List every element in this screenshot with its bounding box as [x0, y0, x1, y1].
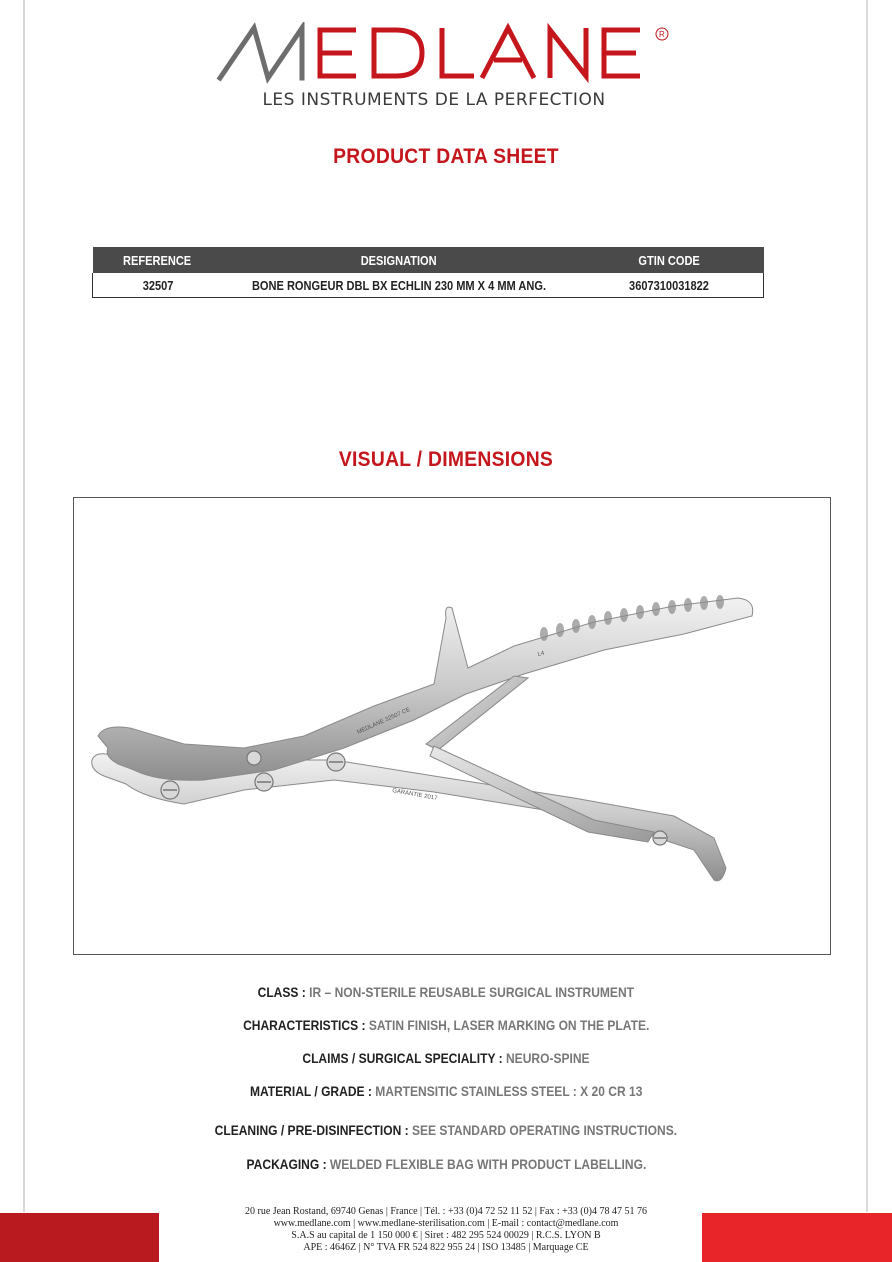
- footer-contact-info: [0, 1206, 892, 1254]
- brand-tagline: LES INSTRUMENTS DE LA PERFECTION: [262, 90, 606, 110]
- column-header-designation: DESIGNATION: [222, 247, 575, 273]
- product-data-sheet-title: PRODUCT DATA SHEET: [333, 145, 559, 168]
- cell-gtin: 3607310031822: [576, 273, 764, 298]
- bone-rongeur-image: [74, 498, 830, 954]
- footer-web: www.medlane.com | www.medlane-sterilisation.com | E-mail : contact@medlane.com: [273, 1218, 619, 1229]
- product-image-frame: [73, 497, 831, 955]
- table-row: [93, 273, 764, 298]
- reference-table: [92, 247, 764, 298]
- spec-material: MATERIAL / GRADE : MARTENSITIC STAINLESS STEEL : X 20 CR 13: [249, 1083, 643, 1099]
- spec-characteristics: CHARACTERISTICS : SATIN FINISH, LASER MARKING ON THE PLATE.: [242, 1017, 650, 1033]
- spec-packaging: PACKAGING : WELDED FLEXIBLE BAG WITH PRODUCT LABELLING.: [246, 1156, 646, 1172]
- guarantee-marking-text: GARANTIE 2017: [391, 788, 438, 802]
- spec-cleaning: CLEANING / PRE-DISINFECTION : SEE STANDARD OPERATING INSTRUCTIONS.: [214, 1122, 678, 1138]
- spec-claims: CLAIMS / SURGICAL SPECIALITY : NEURO-SPINE: [302, 1050, 590, 1066]
- svg-text:R: R: [659, 30, 665, 39]
- table-header-row: [93, 247, 764, 273]
- column-header-gtin: GTIN CODE: [576, 247, 764, 273]
- spec-class: CLASS : IR – NON-STERILE REUSABLE SURGICAL INSTRUMENT: [257, 984, 635, 1000]
- tip-marking-text: L4: [537, 650, 545, 658]
- medlane-logo: [0, 22, 892, 84]
- footer-address: 20 rue Jean Rostand, 69740 Genas | France | Tél. : +33 (0)4 72 52 11 52 | Fax : +33 (0)4 78 47 51 76: [245, 1206, 647, 1217]
- cell-designation: BONE RONGEUR DBL BX ECHLIN 230 MM X 4 MM ANG.: [222, 273, 575, 298]
- laser-marking-text: MEDLANE 32507 CE: [356, 707, 412, 736]
- footer-company: S.A.S au capital de 1 150 000 € | Siret : 482 295 524 00029 | R.C.S. LYON B: [291, 1230, 601, 1241]
- footer-registration: APE : 4646Z | N° TVA FR 524 822 955 24 | ISO 13485 | Marquage CE: [303, 1242, 589, 1253]
- column-header-reference: REFERENCE: [93, 247, 223, 273]
- cell-reference: 32507: [93, 273, 223, 298]
- visual-dimensions-title: VISUAL / DIMENSIONS: [338, 448, 554, 471]
